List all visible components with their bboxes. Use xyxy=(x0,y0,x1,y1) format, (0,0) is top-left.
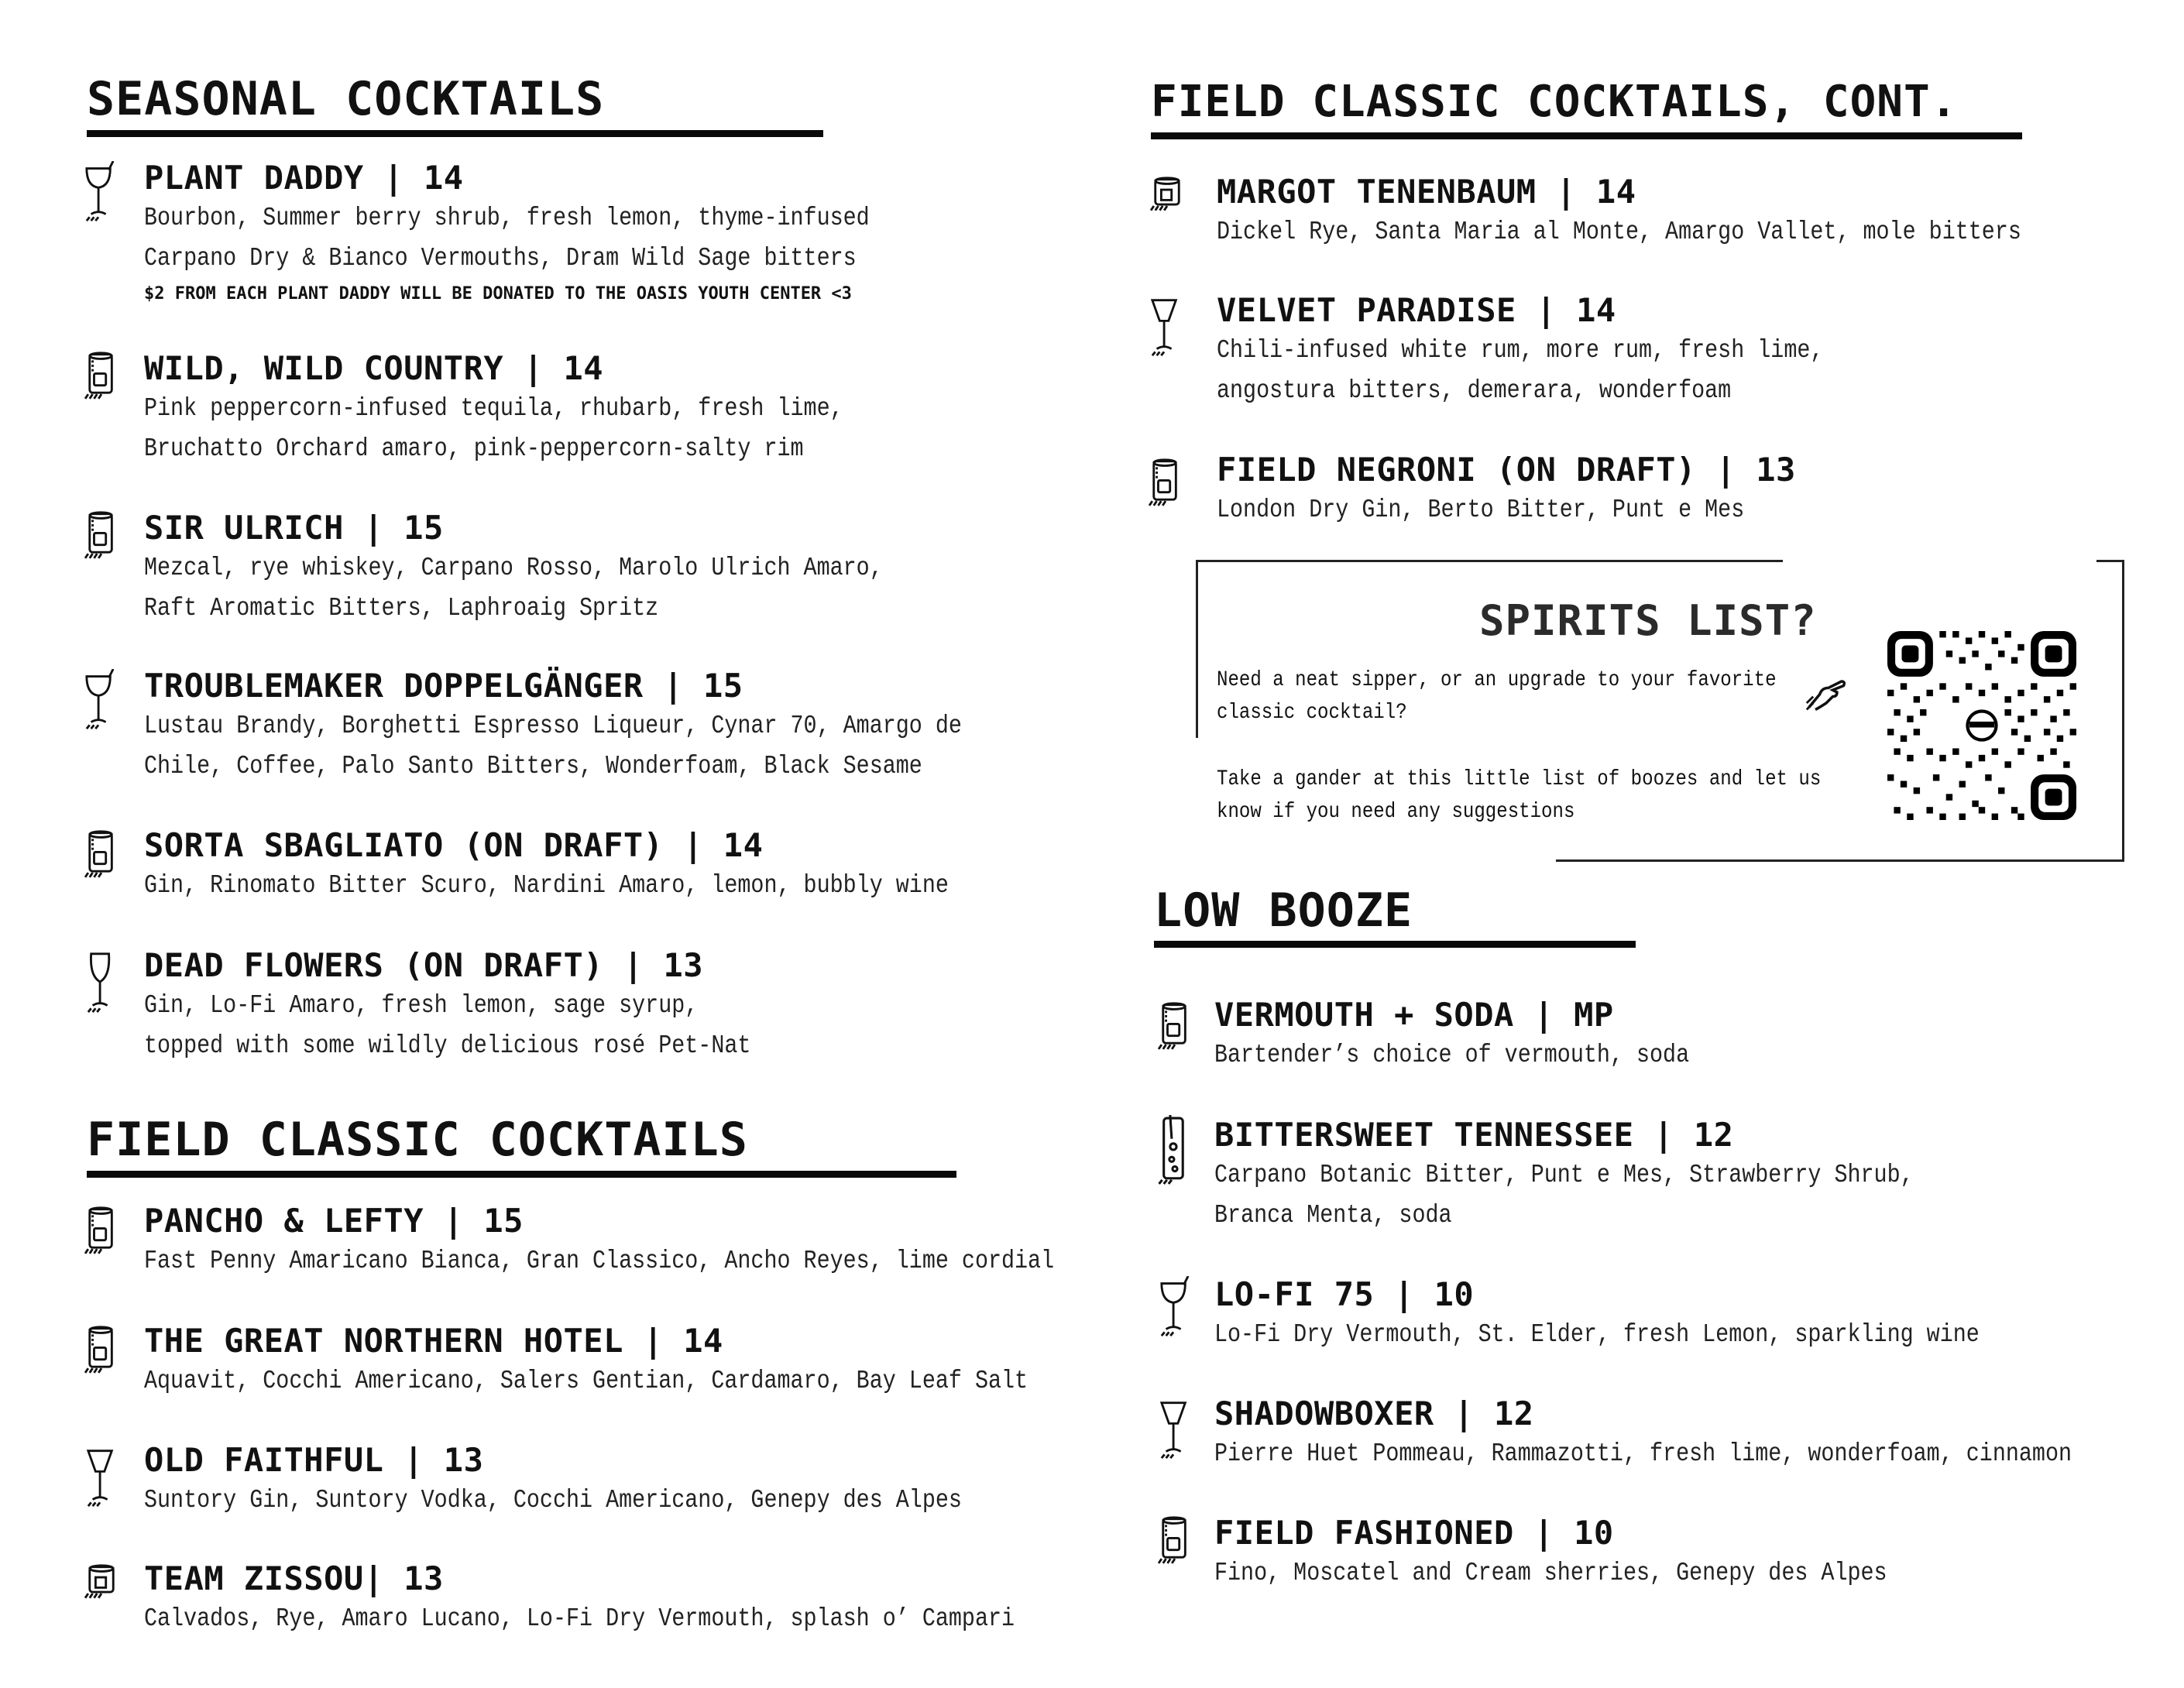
item-desc: Carpano Dry & Bianco Vermouths, Dram Wild Sage bitters xyxy=(144,244,857,273)
spirits-text: Take a gander at this little list of boozes and let us xyxy=(1217,767,1822,791)
item-title: SIR ULRICH | 15 xyxy=(144,509,444,547)
menu-item-bittersweet-tennessee xyxy=(1214,1115,2028,1236)
collins-glass-icon xyxy=(1157,1115,1193,1186)
menu-item-plant-daddy xyxy=(144,158,987,310)
item-desc: Bartender’s choice of vermouth, soda xyxy=(1214,1041,1690,1069)
item-title: LO-FI 75 | 10 xyxy=(1214,1275,1475,1313)
item-title: MARGOT TENENBAUM | 14 xyxy=(1217,173,1636,211)
item-desc: Branca Menta, soda xyxy=(1214,1201,1452,1230)
section-divider xyxy=(87,130,823,137)
item-desc: Mezcal, rye whiskey, Carpano Rosso, Marolo Ulrich Amaro, xyxy=(144,554,883,582)
rocks-glass-icon xyxy=(84,829,119,890)
spirits-text: know if you need any suggestions xyxy=(1217,800,1575,824)
menu-item-shadowboxer xyxy=(1214,1394,2184,1474)
spirits-text: classic cocktail? xyxy=(1217,701,1407,725)
item-desc: Suntory Gin, Suntory Vodka, Cocchi Americano, Genepy des Alpes xyxy=(144,1486,962,1515)
item-title: DEAD FLOWERS (ON DRAFT) | 13 xyxy=(144,946,704,984)
menu-item-team-zissou xyxy=(144,1559,1156,1639)
short-rocks-glass-icon xyxy=(1149,175,1185,237)
item-desc: Fino, Moscatel and Cream sherries, Genepy des Alpes xyxy=(1214,1559,1887,1587)
item-desc: Calvados, Rye, Amaro Lucano, Lo-Fi Dry Vermouth, splash o’ Campari xyxy=(144,1604,1015,1633)
item-desc: topped with some wildly delicious rosé Pet-Nat xyxy=(144,1031,751,1060)
item-desc: Dickel Rye, Santa Maria al Monte, Amargo Vallet, mole bitters xyxy=(1217,218,2021,246)
item-desc: Pierre Huet Pommeau, Rammazotti, fresh lime, wonderfoam, cinnamon xyxy=(1214,1439,2072,1468)
rocks-glass-icon xyxy=(84,1324,119,1386)
card-border-right xyxy=(2122,560,2124,862)
coupe-glass-icon xyxy=(82,669,118,731)
item-title: THE GREAT NORTHERN HOTEL | 14 xyxy=(144,1322,723,1360)
item-desc: Lo-Fi Dry Vermouth, St. Elder, fresh Lemon, sparkling wine xyxy=(1214,1320,1980,1349)
item-title: SHADOWBOXER | 12 xyxy=(1214,1395,1534,1432)
item-desc: Bruchatto Orchard amaro, pink-peppercorn-salty rim xyxy=(144,434,804,463)
nick-and-nora-glass-icon xyxy=(1157,1398,1193,1460)
item-desc: Gin, Lo-Fi Amaro, fresh lemon, sage syrup, xyxy=(144,991,699,1020)
menu-item-troublemaker xyxy=(144,666,1095,787)
item-desc: Chile, Coffee, Palo Santo Bitters, Wonderfoam, Black Sesame xyxy=(144,752,922,781)
item-title: VELVET PARADISE | 14 xyxy=(1217,291,1616,329)
rocks-glass-icon xyxy=(1148,457,1183,519)
menu-item-wild-wild-country xyxy=(144,348,957,469)
spirits-list-title: SPIRITS LIST? xyxy=(1479,596,1817,645)
item-desc: Chili-infused white rum, more rum, fresh lime, xyxy=(1217,336,1824,365)
section-heading-seasonal: SEASONAL COCKTAILS xyxy=(87,72,605,126)
section-divider xyxy=(87,1171,956,1178)
menu-item-vermouth-soda xyxy=(1214,995,1767,1076)
item-desc: Carpano Botanic Bitter, Punt e Mes, Strawberry Shrub, xyxy=(1214,1161,1914,1189)
nick-and-nora-glass-icon xyxy=(1148,296,1183,358)
section-divider xyxy=(1154,941,1636,948)
menu-item-sorta-sbagliato xyxy=(144,825,1080,906)
donation-note: $2 FROM EACH PLANT DADDY WILL BE DONATED TO THE OASIS YOUTH CENTER <3 xyxy=(144,284,852,304)
item-desc: Fast Penny Amaricano Bianca, Gran Classico, Ancho Reyes, lime cordial xyxy=(144,1247,1055,1275)
menu-item-old-faithful xyxy=(144,1440,1095,1521)
qr-code-icon[interactable] xyxy=(1887,631,2076,820)
menu-item-great-northern-hotel xyxy=(144,1321,1172,1402)
coupe-glass-icon xyxy=(82,161,118,223)
section-heading-low-booze: LOW BOOZE xyxy=(1154,883,1413,938)
item-title: OLD FAITHFUL | 13 xyxy=(144,1441,484,1479)
section-divider xyxy=(1151,132,2022,139)
section-heading-classic-cont: FIELD CLASSIC COCKTAILS, CONT. xyxy=(1151,77,1958,127)
item-desc: Raft Aromatic Bitters, Laphroaig Spritz xyxy=(144,594,659,623)
wine-glass-icon xyxy=(84,951,119,1013)
item-title: FIELD NEGRONI (ON DRAFT) | 13 xyxy=(1217,451,1796,489)
menu-item-sir-ulrich xyxy=(144,508,1003,629)
item-title: TROUBLEMAKER DOPPELGÄNGER | 15 xyxy=(144,667,743,705)
item-desc: Pink peppercorn-infused tequila, rhubarb, fresh lime, xyxy=(144,394,843,423)
menu-item-lo-fi-75 xyxy=(1214,1275,2104,1355)
menu-item-velvet-paradise xyxy=(1217,290,1922,411)
item-desc: Gin, Rinomato Bitter Scuro, Nardini Amaro, lemon, bubbly wine xyxy=(144,871,949,900)
short-rocks-glass-icon xyxy=(84,1563,119,1625)
rocks-glass-icon xyxy=(84,1205,119,1267)
item-title: WILD, WILD COUNTRY | 14 xyxy=(144,349,604,387)
item-title: FIELD FASHIONED | 10 xyxy=(1214,1514,1614,1552)
menu-item-dead-flowers xyxy=(144,945,850,1066)
coupe-glass-icon xyxy=(1157,1276,1193,1338)
rocks-glass-icon xyxy=(84,350,119,412)
item-desc: London Dry Gin, Berto Bitter, Punt e Mes xyxy=(1217,496,1745,524)
card-border-left xyxy=(1196,560,1198,738)
item-desc: Aquavit, Cocchi Americano, Salers Gentian, Cardamaro, Bay Leaf Salt xyxy=(144,1367,1028,1395)
rocks-glass-icon xyxy=(84,509,119,571)
rocks-glass-icon xyxy=(1157,1515,1193,1576)
section-heading-classic: FIELD CLASSIC COCKTAILS xyxy=(87,1113,748,1167)
menu-item-margot-tenenbaum xyxy=(1217,172,2152,252)
rocks-glass-icon xyxy=(1157,1000,1193,1062)
item-desc: Lustau Brandy, Borghetti Espresso Liqueur, Cynar 70, Amargo de xyxy=(144,712,962,740)
item-title: TEAM ZISSOU| 13 xyxy=(144,1559,444,1597)
item-title: VERMOUTH + SODA | MP xyxy=(1214,996,1614,1034)
item-title: SORTA SBAGLIATO (ON DRAFT) | 14 xyxy=(144,826,764,864)
card-border-top-right xyxy=(2096,560,2124,562)
card-border-top xyxy=(1196,560,1783,562)
item-desc: angostura bitters, demerara, wonderfoam xyxy=(1217,376,1732,405)
card-border-bottom xyxy=(1556,859,2124,862)
nick-and-nora-glass-icon xyxy=(84,1446,119,1508)
item-title: BITTERSWEET TENNESSEE | 12 xyxy=(1214,1116,1734,1154)
item-title: PLANT DADDY | 14 xyxy=(144,159,464,197)
item-desc: Bourbon, Summer berry shrub, fresh lemon, thyme-infused xyxy=(144,204,870,232)
item-title: PANCHO & LEFTY | 15 xyxy=(144,1202,524,1240)
pointing-hand-icon xyxy=(1805,671,1848,714)
menu-item-field-fashioned xyxy=(1214,1513,1997,1594)
menu-item-pancho-lefty xyxy=(144,1201,1202,1281)
spirits-text: Need a neat sipper, or an upgrade to your favorite xyxy=(1217,668,1777,692)
menu-item-field-negroni xyxy=(1217,450,1830,530)
